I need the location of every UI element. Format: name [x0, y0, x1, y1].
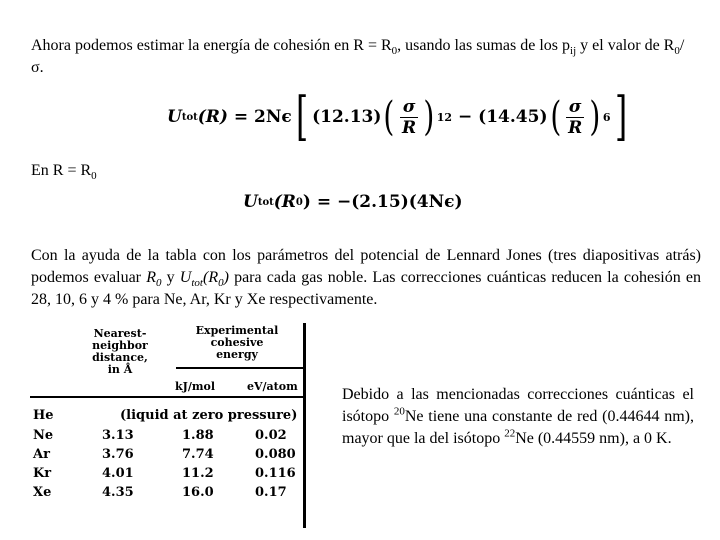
element-cell: Kr — [33, 466, 52, 481]
header-line: Nearest- — [93, 327, 147, 340]
evatom-cell: 0.116 — [255, 466, 296, 481]
fraction-denominator: R — [402, 117, 417, 138]
eq-subscript: tot — [181, 111, 198, 123]
header-line: cohesive — [210, 336, 264, 349]
table-row — [30, 466, 303, 483]
eq-bracket: ] — [614, 87, 627, 147]
text-span: Ne (0.44559 nm), a 0 K. — [515, 430, 672, 447]
header-line: distance, — [92, 351, 148, 364]
distance-cell: 3.76 — [102, 447, 134, 462]
cohesive-energy-header — [182, 325, 292, 361]
element-cell: Ar — [33, 447, 50, 462]
unit-kjmol: kJ/mol — [175, 380, 215, 393]
subscript: 0 — [91, 170, 97, 183]
lennard-jones-paragraph — [31, 245, 701, 311]
eq-argument: (R) — [197, 107, 228, 127]
intro-paragraph — [31, 35, 691, 79]
nearest-neighbor-header — [80, 328, 160, 376]
table-row — [30, 485, 303, 502]
table-row — [30, 408, 303, 425]
italic-symbol: R — [146, 269, 156, 286]
kjmol-cell: 7.74 — [182, 447, 214, 462]
eq-subscript: 0 — [295, 196, 303, 208]
table-edge-bar — [303, 323, 306, 528]
header-line: neighbor — [92, 339, 148, 352]
unit-evatom: eV/atom — [247, 380, 298, 393]
text-span: , usando las sumas de los p — [397, 37, 571, 54]
eq-minus: − — [458, 107, 473, 127]
eq-exponent: 6 — [602, 110, 611, 124]
kjmol-cell: 1.88 — [182, 428, 214, 443]
text-span: Con la ayuda de la tabla con los parámetros del potencial de Lennard Jones (tres diapositivas atrás) podemos evaluar — [31, 247, 701, 286]
eq-paren: ) — [302, 192, 311, 212]
evatom-cell: 0.080 — [255, 447, 296, 462]
subscript: ij — [570, 45, 577, 58]
text-span: En R = R — [31, 162, 92, 179]
element-cell: Ne — [33, 428, 54, 443]
eq-coefficient: (14.45) — [478, 107, 548, 127]
italic-symbol: U — [179, 269, 192, 286]
header-line: in Å — [107, 363, 133, 376]
eq-symbol: U — [167, 107, 182, 127]
text-span: y — [161, 269, 180, 286]
distance-cell: 4.35 — [102, 485, 134, 500]
eq-symbol: U — [243, 192, 258, 212]
header-divider — [176, 367, 303, 369]
subscript: tot — [191, 277, 203, 290]
header-rule — [30, 396, 303, 398]
isotope-paragraph — [342, 384, 694, 450]
cohesive-energy-equation: U tot (R) = 2Nϵ [ (12.13) ( $\frac{\sigma}{R}$ ) 12 − (14.45) ( $\frac{\sigma}{R}$ ) 6 ] — [167, 87, 627, 147]
distance-cell: 4.01 — [102, 466, 134, 481]
noble-gas-cohesion-table — [30, 323, 315, 528]
eq-fraction — [399, 97, 419, 138]
eq-subscript: tot — [257, 196, 274, 208]
evatom-cell: 0.02 — [255, 428, 287, 443]
subscript: 0 — [391, 45, 398, 58]
eq-exponent: 12 — [436, 110, 453, 124]
eq-fraction — [565, 97, 585, 138]
table-row — [30, 428, 303, 445]
header-line: Experimental — [195, 324, 279, 337]
evatom-cell: 0.17 — [255, 485, 287, 500]
text-span: Ahora podemos estimar la energía de cohesión en R = R — [31, 37, 392, 54]
subscript: 0 — [218, 277, 224, 290]
eq-bracket: [ — [295, 87, 309, 147]
note-cell: (liquid at zero pressure) — [120, 408, 298, 423]
at-r0-label — [31, 160, 97, 182]
subscript: 0 — [674, 45, 680, 58]
text-span: y el valor de R — [576, 37, 675, 54]
fraction-denominator: R — [568, 117, 583, 138]
superscript: 22 — [504, 427, 516, 440]
text-span: /σ. — [31, 37, 685, 76]
text-span: Ne tiene una constante de red (0.44644 nm), mayor que la del isótopo — [342, 408, 695, 447]
element-cell: Xe — [33, 485, 52, 500]
subscript: 0 — [155, 277, 162, 290]
italic-symbol: ) — [223, 269, 229, 286]
italic-symbol: (R — [202, 269, 219, 286]
eq-rhs-prefix: = 2Nϵ — [233, 107, 292, 127]
element-cell: He — [33, 408, 54, 423]
kjmol-cell: 11.2 — [182, 466, 214, 481]
superscript: 20 — [393, 405, 405, 418]
cohesive-energy-at-r0-equation — [243, 182, 463, 222]
fraction-numerator: σ — [566, 97, 585, 118]
text-span: Debido a las mencionadas correcciones cuánticas el isótopo — [342, 386, 694, 425]
fraction-numerator: σ — [400, 97, 419, 118]
kjmol-cell: 16.0 — [182, 485, 214, 500]
text-span: para cada gas noble. Las correcciones cuánticas reducen la cohesión en 28, 10, 6 y 4 % para Ne, Ar, Kr y Xe respectivamente. — [31, 269, 702, 308]
table-row — [30, 447, 303, 464]
header-line: energy — [216, 348, 258, 361]
eq-rhs: = −(2.15)(4Nϵ) — [316, 192, 463, 212]
distance-cell: 3.13 — [102, 428, 134, 443]
eq-coefficient: (12.13) — [312, 107, 382, 127]
eq-argument: (R — [273, 192, 296, 212]
